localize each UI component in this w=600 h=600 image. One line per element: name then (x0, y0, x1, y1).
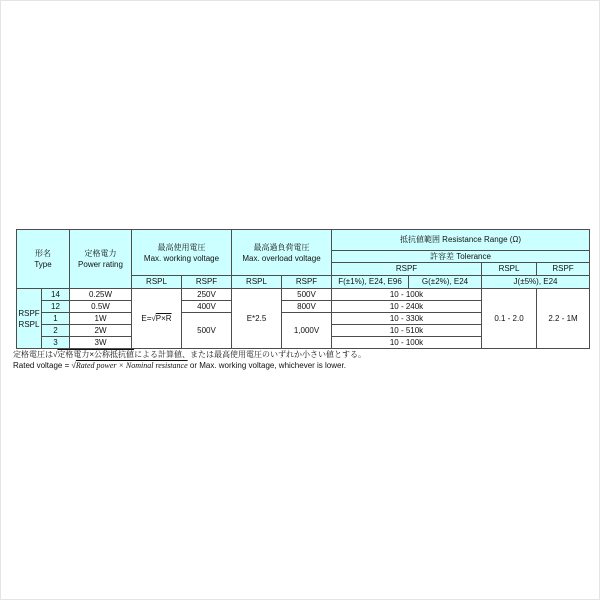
type-label-rspl: RSPL (18, 319, 40, 329)
header-max-working-voltage (132, 230, 232, 276)
power-cell: 0.25W (70, 289, 132, 301)
footnote-en-radicand: Rated power × Nominal resistance (75, 361, 188, 370)
overload-rspf-cell: 500V (282, 289, 332, 301)
range-rspf-j-cell: 2.2 - 1M (537, 289, 590, 349)
formula-prefix: E=√ (141, 313, 156, 323)
type-no-cell: 12 (42, 301, 70, 313)
range-cell: 10 - 100k (332, 337, 482, 349)
footnote-ja-radicand: 定格電力×公称抵抗値 (57, 350, 135, 359)
header-tolerance: 許容差 Tolerance (332, 251, 590, 263)
power-cell: 3W (70, 337, 132, 349)
range-rspl-j-cell: 0.1 - 2.0 (482, 289, 537, 349)
working-rspf-cell: 250V (182, 289, 232, 301)
working-rspl-formula-cell (132, 289, 182, 349)
working-rspf-cell: 500V (182, 313, 232, 349)
type-label-rspf: RSPF (18, 308, 40, 318)
footnote-en-prefix: Rated voltage = √ (13, 361, 76, 370)
header-type (17, 230, 70, 289)
header-max-overload-voltage (232, 230, 332, 276)
header-type-ja: 形名 (35, 249, 51, 258)
header-resistance-range: 抵抗値範囲 Resistance Range (Ω) (332, 230, 590, 251)
power-cell: 0.5W (70, 301, 132, 313)
range-cell: 10 - 100k (332, 289, 482, 301)
header-tolgroup-rspl: RSPL (482, 263, 537, 276)
header-power-rating (70, 230, 132, 289)
subheader-working-rspf: RSPF (182, 276, 232, 289)
range-cell: 10 - 240k (332, 301, 482, 313)
working-rspf-cell: 400V (182, 301, 232, 313)
footnote-en-suffix: or Max. working voltage, whichever is lower. (187, 361, 346, 370)
power-cell: 1W (70, 313, 132, 325)
resistor-spec-table (16, 229, 590, 349)
header-power-en: Power rating (78, 260, 123, 269)
power-cell: 2W (70, 325, 132, 337)
overload-rspl-formula-cell: E*2.5 (232, 289, 282, 349)
footnote-ja-prefix: 定格電圧は√ (13, 350, 58, 359)
footnote (13, 349, 366, 371)
header-tolerance-j: J(±5%), E24 (482, 276, 590, 289)
header-working-ja: 最高使用電圧 (157, 242, 206, 252)
footnote-en (13, 360, 366, 371)
overload-rspf-cell: 800V (282, 301, 332, 313)
header-type-en: Type (34, 260, 52, 269)
header-tolgroup-rspf-2: RSPF (537, 263, 590, 276)
type-no-cell: 2 (42, 325, 70, 337)
range-cell: 10 - 330k (332, 313, 482, 325)
header-overload-ja: 最高過負荷電圧 (253, 242, 310, 252)
type-no-cell: 1 (42, 313, 70, 325)
header-tolerance-f: F(±1%), E24, E96 (332, 276, 409, 289)
type-no-cell: 14 (42, 289, 70, 301)
header-working-en: Max. working voltage (143, 253, 220, 263)
subheader-overload-rspf: RSPF (282, 276, 332, 289)
header-overload-en: Max. overload voltage (242, 253, 321, 263)
range-cell: 10 - 510k (332, 325, 482, 337)
type-no-cell: 3 (42, 337, 70, 349)
type-name-cell (17, 289, 42, 349)
footnote-ja (13, 349, 366, 360)
formula-radicand: P×R (155, 313, 172, 323)
overload-rspf-cell: 1,000V (282, 313, 332, 349)
header-tolerance-g: G(±2%), E24 (409, 276, 482, 289)
footnote-ja-suffix: による計算値、または最高使用電圧のいずれか小さい値とする。 (134, 350, 367, 359)
subheader-overload-rspl: RSPL (232, 276, 282, 289)
header-power-ja: 定格電力 (84, 249, 117, 258)
header-tolgroup-rspf: RSPF (332, 263, 482, 276)
subheader-working-rspl: RSPL (132, 276, 182, 289)
